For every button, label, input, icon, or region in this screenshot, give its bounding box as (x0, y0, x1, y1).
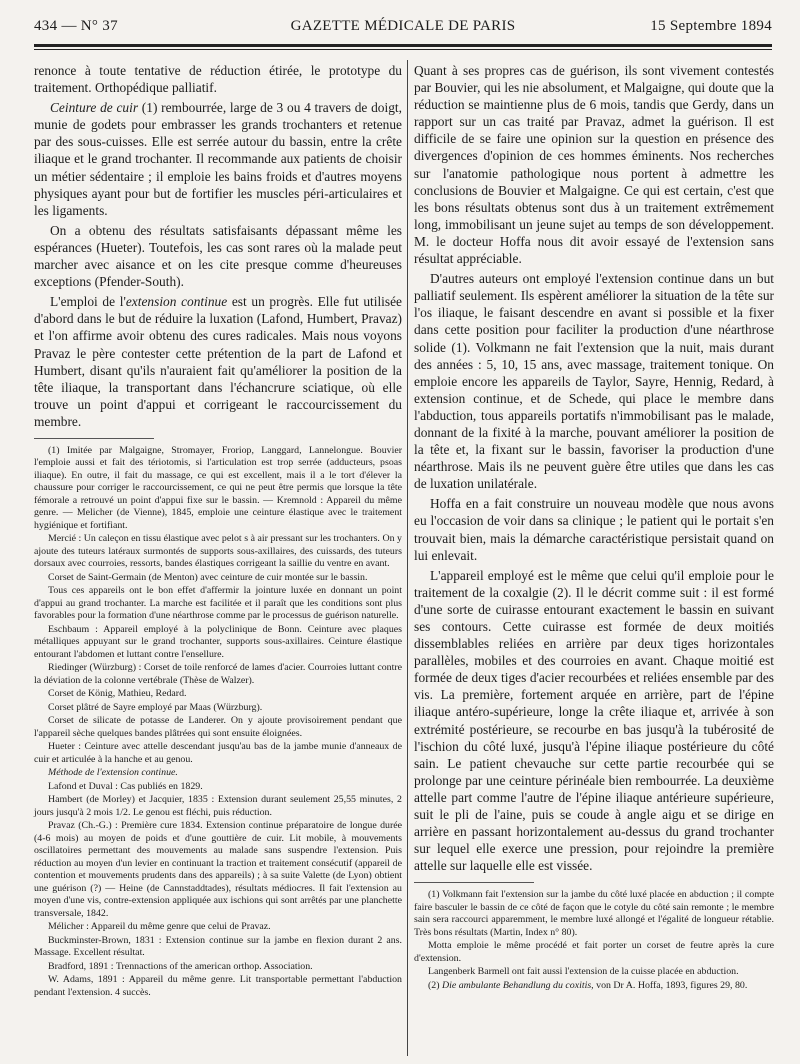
footnote: Motta emploie le même procédé et fait porter un corset de feutre après la cure d'extension. (414, 940, 774, 964)
footnote (414, 980, 774, 993)
italic-term: Ceinture de cuir (50, 100, 139, 116)
paragraph-text: L'emploi de l' (50, 294, 126, 310)
left-body (34, 62, 402, 430)
footnote: Langenberk Barmell ont fait aussi l'extension de la cuisse placée en abduction. (428, 966, 739, 978)
left-footnotes (34, 445, 402, 1000)
footnote-text: (2) (428, 979, 442, 991)
footnote: Lafond et Duval : Cas publiés en 1829. (48, 780, 203, 792)
page-header (34, 10, 772, 40)
paragraph (34, 293, 402, 430)
footnote: Hueter : Ceinture avec attelle descendant jusqu'au bas de la jambe munie d'anneaux de cuir et articulée à la hanche et au genou. (34, 741, 402, 765)
paragraph: Hoffa en a fait construire un nouveau modèle que nous avons eu l'occasion de voir dans sa clinique ; le patient qui le portait s'en trouvait bien, mais la démarche caractéristique persistait quand on lui enlevait. (414, 496, 774, 563)
footnote: Tous ces appareils ont le bon effet d'affermir la jointure luxée en donnant un point d'appui au grand trochanter. La marche est facilitée et il paraît que les conditions sont plus favorables pour la formation d'une néarthrose comme par le processus de guérison naturelle. (34, 585, 402, 622)
footnote: Mercié : Un caleçon en tissu élastique avec pelot s à air pressant sur les trochanters. On y ajoute des tuteurs latéraux surmontés de supports sous-axillaires, des cuissards, des tuteurs dorsaux avec courroies, ressorts, bandes élastiques corrigeant la saillie du ventre en avant. (34, 533, 402, 570)
footnote: Corset de Saint-Germain (de Menton) avec ceinture de cuir montée sur le bassin. (48, 571, 368, 583)
footnote-text: von Dr A. Hoffa, 1893, figures 29, 80. (593, 979, 748, 991)
italic-term: extension continue (125, 294, 228, 310)
paragraph: Quant à ses propres cas de guérison, ils sont vivement contestés par Bouvier, qui les nie absolument, et Malgaigne, qui doute que la réduction se maintienne plus de 6 mois, tandis que Gerdy, dans un rapport sur un cas traité par Pravaz, admet la guérison. Il est difficile de se faire une opinion sur la question en présence des divergences d'opinion de ces hommes éminents. Nos recherches sur l'anatomie pathologique nous portent à admettre les conclusions de Bouvier et Malgaigne. Ce qui est certain, c'est que les bons résultats obtenus sont dus à un traitement extrêmement long, immobilisant un jeune sujet au temps de son développement. M. le docteur Hoffa nous dit avoir essayé de l'extension sans résultat appréciable. (414, 63, 774, 267)
footnote: Corset plâtré de Sayre employé par Maas (Würzburg). (48, 701, 263, 713)
footnote: Buckminster-Brown, 1831 : Extension continue sur la jambe en flexion durant 2 ans. Massage. Excellent résultat. (34, 934, 402, 959)
paragraph: On a obtenu des résultats satisfaisants dépassant même les espérances (Hueter). Toutefois, les cas sont rares où la malade peut marcher avec aisance et on les cite presque comme d'heureuses exceptions (Pfender-South). (34, 222, 402, 290)
right-body (414, 62, 774, 874)
paragraph-text: (1) rembourrée, large de 3 ou 4 travers de doigt, munie de godets pour embrasser les grands trochanters et retenue par des sous-cuisses. Elle est serrée autour du bassin, entre la crête iliaque et le grand trochanter. Il recommande aux patients de choisir un métier sédentaire ; il emploie les bains froids et d'autres moyens physiques ayant pour but de fortifier les muscles péri-articulaires et les ligaments. (34, 100, 402, 218)
paragraph-text: est un progrès. Elle fut utilisée d'abord dans le but de réduire la luxation (Lafond, Humbert, Pravaz) et l'on affirme avoir obtenu des cures radicales. Mais nous voyons Pravaz le père contester cette prétention de la part de Lafond et Humbert, disant qu'ils n'auraient fait qu'améliorer la position de la tête iliaque, la transportant dans l'échancrure sciatique, où elle trouve un point d'appui et corrigeant le raccourcissement du membre. (34, 294, 402, 429)
footnote: Eschbaum : Appareil employé à la polyclinique de Bonn. Ceinture avec plaques métalliques appuyant sur le grand trochanter, supports sous-axillaires. Ceinture élastique entourant l'abdomen et luttant contre l'ensellure. (34, 623, 402, 660)
right-footnotes (414, 889, 774, 992)
header-rule (34, 44, 772, 50)
paragraph: D'autres auteurs ont employé l'extension continue dans un but palliatif seulement. Ils espèrent améliorer la situation de la tête sur l'os iliaque, le faisant descendre en avant si possible et la fixer dans cette position pour faciliter la production d'une néarthrose solide (1). Volkmann ne fait l'extension que la nuit, mais durant des années : 5, 10, 15 ans, avec massage, traitement tonique. On emploie encore les appareils de Taylor, Sayre, Hennig, Redard, à extension continue, et de Schede, qui place le membre dans l'abduction, tous appareils portatifs n'immobilisant pas le malade, donnant de la fixité à la marche, pouvant améliorer la position de la tête et, la fixant sur le bassin, favoriser la production d'une néarthrose. Mais ils ne peuvent guère être utiles que dans les cas de luxation unilatérale. (414, 271, 774, 492)
cited-title: Die ambulante Behandlung du coxitis, (441, 979, 594, 991)
left-column (34, 62, 402, 999)
column-divider (407, 60, 408, 1056)
footnote: (1) Imitée par Malgaigne, Stromayer, Froriop, Langgard, Lannelongue. Bouvier l'emploie aussi et fait des tériotomis, si l'articulation est trop serrée (adducteurs, psoas iliaque). En outre, il fait du massage, ce qui est excellent, mais il a le tort d'élever la chaussure pour corriger le raccourcissement, ce qui ne peut être permis que lorsque la tête fémorale a retrouvé un point d'appui fixe sur le bassin. — Kremnold : Appareil du même genre. — Melicher (de Vienne), 1845, emploie une ceinture élastique avec le traitement hygiénique et fortifiant. (34, 444, 402, 531)
issue-date: 15 Septembre 1894 (650, 18, 772, 34)
footnote: (1) Volkmann fait l'extension sur la jambe du côté luxé placée en abduction ; il compte faire basculer le bassin de ce côté de façon que le cotyle du côté sain remonte ; le membre sain sera raccourci apparemment, le membre luxé allongé et l'égalité de longueur rétablie. Très bons résultats (Martin, Index n° 80). (414, 889, 774, 938)
footnote: Mélicher : Appareil du même genre que celui de Pravaz. (48, 921, 271, 933)
footnote: W. Adams, 1891 : Appareil du même genre. Lit transportable permettant l'abduction pendant l'extension. 4 succès. (34, 974, 402, 998)
paragraph (34, 99, 402, 219)
paragraph: L'appareil employé est le même que celui qu'il emploie pour le traitement de la coxalgie (2). Il le décrit comme suit : il est formé d'une sorte de cuirasse entourant exactement le bassin en suivant ses contours. Cette cuirasse est formée de deux moitiés dissemblables reliées en arrière par deux tiges horizontales parallèles, mobiles et des courroies en avant. Chaque moitié est formée de deux tiges d'acier recourbées et reliées ensemble par des vis. La première, fortement arquée en arrière, part de l'épine iliaque antéro-supérieure, longe la crête iliaque et, arrivée à son extrémité postérieure, se recourbe en bas jusqu'à la tubérosité de l'ischion du côté luxé, jusqu'à l'épine iliaque postérieure du côté sain. Le patient chevauche sur cette partie recourbée qui se prolonge par une ceinture périnéale bien rembourrée. La deuxième attelle part comme l'autre de l'épine iliaque antérieure supérieure, suit le pli de l'aine, puis se coude à angle aigu et se dirige en arrière en passant horizontalement au-dessus du grand trochanter sur lequel elle exerce une pression, pour rejoindre la première attelle sur laquelle elle est vissée. (414, 567, 774, 874)
page-number: 434 — N° 37 (34, 18, 118, 34)
footnote: Corset de König, Mathieu, Redard. (48, 688, 187, 700)
footnote: Bradford, 1891 : Trennactions of the american orthop. Association. (48, 960, 313, 972)
footnote: Riedinger (Würzburg) : Corset de toile renforcé de lames d'acier. Courroies luttant contre la déviation de la colonne vertébrale (Thèse de Walzer). (34, 662, 402, 686)
footnote: Pravaz (Ch.-G.) : Première cure 1834. Extension continue préparatoire de longue durée (4-6 mois) au moyen de poids et d'une gouttière de cuir. Lit mobile, à mouvements oscillatoires permettant des mouvements au malade sans suspendre l'extension. Puis réduction au moyen d'un levier en continuant la traction et traitement consécutif (appareil de contention et mouvements prudents dans des appareils) ; à sa suite Valette (de Lyon) obtient une guérison (?) — Heine (de Cannstaddtades), résultats médiocres. Il fait l'extension au moyen d'une vis, contre-extension appliquée aux ischions qui sont arrêtés par une planchette transversale, 1842. (34, 820, 402, 919)
paragraph: renonce à toute tentative de réduction étirée, le prototype du traitement. Orthopédique palliatif. (34, 63, 402, 96)
footnote-separator (34, 438, 154, 439)
footnote-separator (414, 882, 534, 883)
footnote: Corset de silicate de potasse de Landerer. On y ajoute provisoirement pendant que l'appareil sèche quelques bandes plâtrées qui sont ensuite éloignées. (34, 715, 402, 739)
footnote-heading: Méthode de l'extension continue. (48, 767, 178, 779)
journal-title: GAZETTE MÉDICALE DE PARIS (290, 18, 516, 34)
footnote: Hambert (de Morley) et Jacquier, 1835 : Extension durant seulement 25,55 minutes, 2 jours jusqu'à 2 mois 1/2. Le genou est fléchi, puis réduction. (34, 794, 402, 818)
right-column (414, 62, 774, 992)
